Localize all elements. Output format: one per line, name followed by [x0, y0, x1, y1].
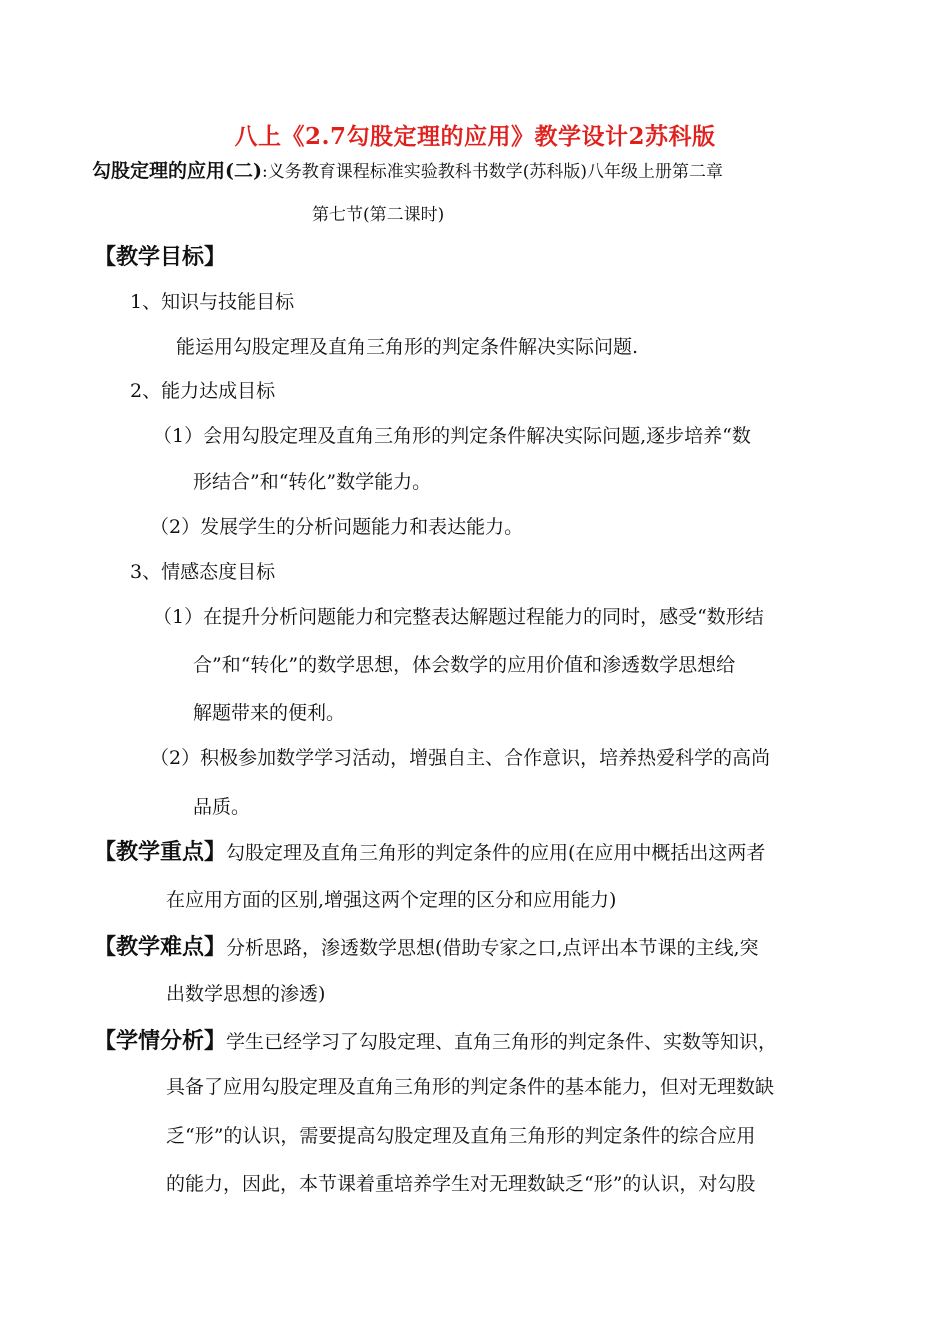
analysis-line2: 具备了应用勾股定理及直角三角形的判定条件的基本能力，但对无理数缺 [166, 1076, 775, 1098]
difficulties-row [94, 930, 759, 961]
objective-2-sub2: （2）发展学生的分析问题能力和表达能力。 [150, 516, 524, 538]
subtitle-rest: :义务教育课程标准实验教科书数学(苏科版)八年级上册第二章 [261, 162, 723, 182]
objective-3-sub1-line2: 合”和“转化”的数学思想，体会数学的应用价值和渗透数学思想给 [193, 654, 736, 676]
difficulties-heading: 【教学难点】 [94, 934, 227, 960]
difficulties-line1: 分析思路，渗透数学思想(借助专家之口,点评出本节课的主线,突 [226, 937, 759, 959]
objective-3-sub2-line2: 品质。 [193, 796, 251, 818]
analysis-line1: 学生已经学习了勾股定理、直角三角形的判定条件、实数等知识， [226, 1031, 778, 1053]
objective-3-sub1-line3: 解题带来的便利。 [193, 702, 346, 724]
objective-1-title: 1、知识与技能目标 [130, 291, 295, 313]
objective-3-sub1-line1: （1）在提升分析问题能力和完整表达解题过程能力的同时，感受“数形结 [153, 606, 764, 628]
key-points-line2: 在应用方面的区别,增强这两个定理的区分和应用能力) [166, 889, 617, 911]
subtitle-lead: 勾股定理的应用(二) [92, 160, 262, 182]
key-points-heading: 【教学重点】 [94, 839, 227, 865]
analysis-heading: 【学情分析】 [94, 1028, 227, 1054]
objective-3-title: 3、情感态度目标 [130, 561, 276, 583]
key-points-line1: 勾股定理及直角三角形的判定条件的应用(在应用中概括出这两者 [226, 842, 766, 864]
objective-3-sub2-line1: （2）积极参加数学学习活动，增强自主、合作意识，培养热爱科学的高尚 [150, 747, 771, 769]
analysis-line4: 的能力，因此，本节课着重培养学生对无理数缺乏“形”的认识，对勾股 [166, 1173, 756, 1195]
objective-2-sub1-line2: 形结合”和“转化”数学能力。 [193, 471, 432, 493]
analysis-line3: 乏“形”的认识，需要提高勾股定理及直角三角形的判定条件的综合应用 [166, 1125, 756, 1147]
analysis-row [94, 1024, 777, 1055]
objective-2-title: 2、能力达成目标 [130, 380, 276, 402]
difficulties-line2: 出数学思想的渗透) [166, 983, 326, 1005]
subtitle-line [92, 156, 723, 183]
objective-2-sub1-line1: （1）会用勾股定理及直角三角形的判定条件解决实际问题,逐步培养“数 [153, 425, 751, 447]
objectives-heading: 【教学目标】 [94, 244, 227, 270]
document-title: 八上《2.7勾股定理的应用》教学设计2苏科版 [234, 123, 716, 150]
key-points-row [94, 835, 765, 866]
objective-1-text: 能运用勾股定理及直角三角形的判定条件解决实际问题. [176, 336, 639, 358]
subtitle-line2: 第七节(第二课时) [312, 205, 445, 225]
